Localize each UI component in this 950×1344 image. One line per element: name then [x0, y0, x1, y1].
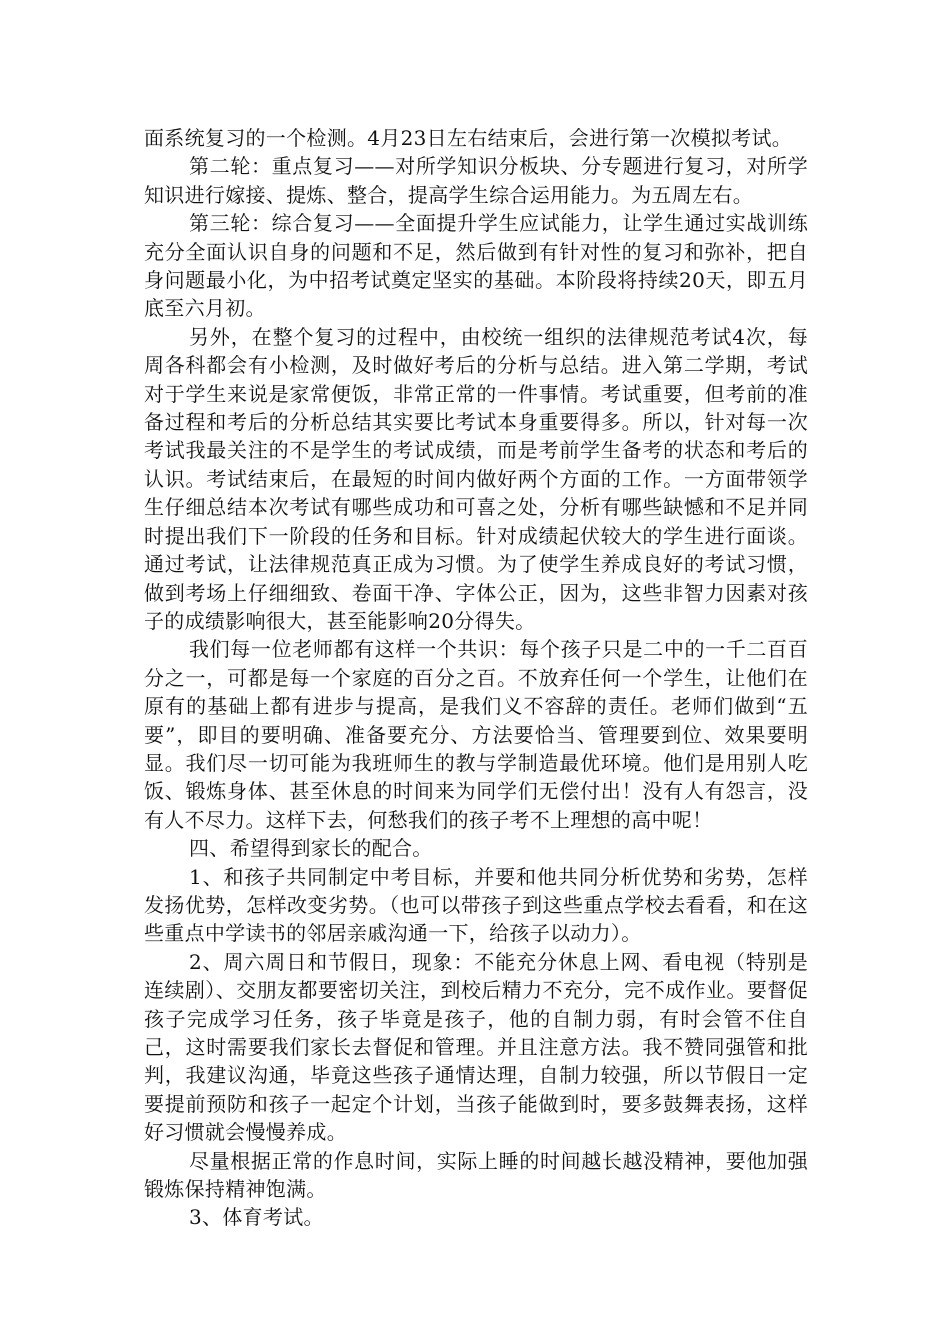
paragraph-third-round: 第三轮：综合复习——全面提升学生应试能力，让学生通过实战训练充分全面认识自身的问题和不足，然后做到有针对性的复习和弥补，把自身问题最小化，为中招考试奠定坚实的基础。本阶段将持续20天，即五月底至六月初。: [144, 211, 808, 321]
paragraph-sleep-schedule: 尽量根据正常的作息时间，实际上睡的时间越长越没精神，要他加强锻炼保持精神饱满。: [144, 1148, 808, 1202]
paragraph-second-round: 第二轮：重点复习——对所学知识分板块、分专题进行复习，对所学知识进行嫁接、提炼、整合，提高学生综合运用能力。为五周左右。: [144, 154, 808, 207]
list-item-weekends-holidays: 2、周六周日和节假日，现象：不能充分休息上网、看电视（特别是连续剧）、交朋友都要密切关注，到校后精力不充分，完不成作业。要督促孩子完成学习任务，孩子毕竟是孩子，他的自制力弱，有时会管不住自己，这时需要我们家长去督促和管理。并且注意方法。我不赞同强管和批判，我建议沟通，毕竟这些孩子通情达理，自制力较强，所以节假日一定要提前预防和孩子一起定个计划，当孩子能做到时，要多鼓舞表扬，这样好习惯就会慢慢养成。: [144, 949, 808, 1145]
list-item-pe-exam: 3、体育考试。: [189, 1205, 324, 1230]
section-heading-parent-cooperation: 四、希望得到家长的配合。: [189, 836, 433, 861]
paragraph-first-review-end: 面系统复习的一个检测。4月23日左右结束后，会进行第一次模拟考试。: [144, 126, 793, 150]
document-body: [144, 124, 808, 1232]
paragraph-exam-analysis: 另外，在整个复习的过程中，由校统一组织的法律规范考试4次，每周各科都会有小检测，及时做好考后的分析与总结。进入第二学期，考试对于学生来说是家常便饭，非常正常的一件事情。考试重要，但考前的准备过程和考后的分析总结其实要比考试本身重要得多。所以，针对每一次考试我最关注的不是学生的考试成绩，而是考前学生备考的状态和考后的认识。考试结束后，在最短的时间内做好两个方面的工作。一方面带领学生仔细总结本次考试有哪些成功和可喜之处，分析有哪些缺憾和不足并同时提出我们下一阶段的任务和目标。针对成绩起伏较大的学生进行面谈。通过考试，让法律规范真正成为习惯。为了使学生养成良好的考试习惯，做到考场上仔细细致、卷面干净、字体公正，因为，这些非智力因素对孩子的成绩影响很大，甚至能影响20分得失。: [144, 324, 808, 633]
paragraph-teacher-consensus: 我们每一位老师都有这样一个共识：每个孩子只是二中的一千二百百分之一，可都是每一个家庭的百分之百。不放弃任何一个学生，让他们在原有的基础上都有进步与提高，是我们义不容辞的责任。老师们做到“五要”，即目的要明确、准备要充分、方法要恰当、管理要到位、效果要明显。我们尽一切可能为我班师生的教与学制造最优环境。他们是用别人吃饭、锻炼身体、甚至休息的时间来为同学们无偿付出！没有人有怨言，没有人不尽力。这样下去，何愁我们的孩子考不上理想的高中呢！: [144, 637, 808, 832]
list-item-exam-goals: 1、和孩子共同制定中考目标，并要和他共同分析优势和劣势，怎样发扬优势，怎样改变劣势。（也可以带孩子到这些重点学校去看看，和在这些重点中学读书的邻居亲戚沟通一下，给孩子以动力）。: [144, 864, 808, 946]
